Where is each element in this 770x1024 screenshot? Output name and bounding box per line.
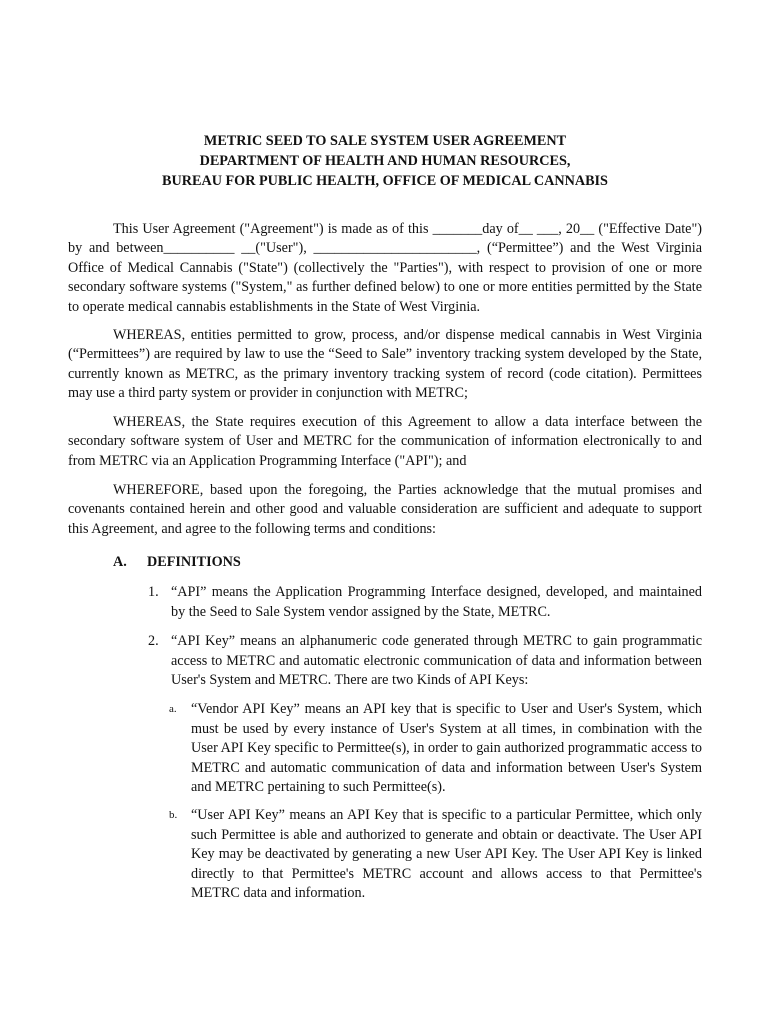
section-a-letter: A. bbox=[113, 554, 127, 570]
definition-subitem-b-text: “User API Key” means an API Key that is specific to a particular Permittee, which only such Permittee is able and authorized to generate and obtain or deactivate. The User API Key may be deactivated by generating a new User API Key. The User API Key is linked directly to that Permittee's METRC account and allows access to that Permittee's METRC data and information. bbox=[191, 807, 702, 902]
definition-item-1-number: 1. bbox=[148, 584, 159, 600]
title-line-1: METRIC SEED TO SALE SYSTEM USER AGREEMENT bbox=[203, 133, 567, 149]
wherefore-paragraph bbox=[68, 481, 702, 539]
intro-paragraph bbox=[68, 220, 702, 317]
definition-item-2-number: 2. bbox=[148, 633, 159, 649]
section-a-title: DEFINITIONS bbox=[147, 554, 241, 570]
whereas-2-text: WHEREAS, the State requires execution of this Agreement to allow a data interface between the secondary software system of User and METRC for the communication of information electronically to and from METRC via an Application Programming Interface ("API"); and bbox=[68, 414, 702, 469]
whereas-paragraph-2 bbox=[68, 413, 702, 471]
definition-subitem-b-letter: b. bbox=[169, 809, 178, 821]
definition-subitem-a bbox=[169, 700, 702, 798]
intro-text: This User Agreement ("Agreement") is made as of this _______day of__ ___, 20__ ("Effective Date") by and between__________ __("User"), _______________________, (“Permittee”) and the West Virginia Office of Medical Cannabis ("State") (collectively the "Parties"), with respect to provision of one or more secondary software systems ("System," as further defined below) to one or more entities permitted by the State to operate medical cannabis establishments in the State of West Virginia. bbox=[68, 221, 702, 315]
definition-item-2 bbox=[148, 632, 702, 691]
section-a-heading bbox=[113, 552, 241, 572]
definition-subitem-b bbox=[169, 806, 702, 904]
wherefore-text: WHEREFORE, based upon the foregoing, the Parties acknowledge that the mutual promises and covenants contained herein and other good and valuable consideration are sufficient and adequate to support this Agreement, and agree to the following terms and conditions: bbox=[68, 482, 702, 537]
definition-subitem-a-text: “Vendor API Key” means an API key that is specific to User and User's System, which must be used by every instance of User's System at all times, in combination with the User API Key specific to Permittee(s), in order to gain authorized programmatic access to METRC and automatic communication of data and information between User's System and METRC pertaining to such Permittee(s). bbox=[191, 701, 702, 796]
title-line-3: BUREAU FOR PUBLIC HEALTH, OFFICE OF MEDICAL CANNABIS bbox=[162, 173, 608, 189]
definition-item-2-text: “API Key” means an alphanumeric code generated through METRC to gain programmatic access to METRC and automatic electronic communication of data and information between User's System and METRC. There are two Kinds of API Keys: bbox=[171, 633, 702, 689]
whereas-1-text: WHEREAS, entities permitted to grow, process, and/or dispense medical cannabis in West Virginia (“Permittees”) are required by law to use the “Seed to Sale” inventory tracking system developed by the State, currently known as METRC, as the primary inventory tracking system of record (code citation). Permittees may use a third party system or provider in conjunction with METRC; bbox=[68, 327, 702, 402]
definition-item-1-text: “API” means the Application Programming Interface designed, developed, and maintained by the Seed to Sale System vendor assigned by the State, METRC. bbox=[171, 584, 702, 620]
definition-item-1 bbox=[148, 583, 702, 622]
document-title bbox=[0, 131, 770, 191]
whereas-paragraph-1 bbox=[68, 326, 702, 404]
title-line-2: DEPARTMENT OF HEALTH AND HUMAN RESOURCES, bbox=[199, 153, 571, 169]
definition-subitem-a-letter: a. bbox=[169, 703, 177, 715]
